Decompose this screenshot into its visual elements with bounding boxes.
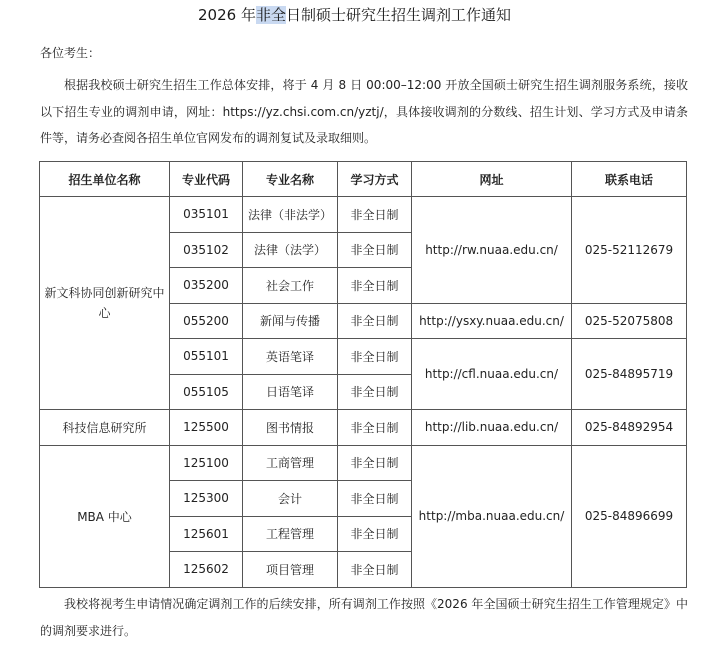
major-cell: 会计 [243,481,338,517]
table-row [40,197,687,233]
title-suffix: 日制硕士研究生招生调剂工作通知 [285,6,511,24]
major-cell: 项目管理 [243,552,338,588]
intro-paragraph: 根据我校硕士研究生招生工作总体安排，将于 4 月 8 日 00:00–12:00 开放全国硕士研究生招生调剂服务系统，接收以下招生专业的调剂申请，网址：https://yz.chsi.com.cn/yztj/，具体接收调剂的分数线、招生计划、学习方式及申请条件等，请务必查阅各招生单位官网发布的调剂复试及录取细则。 [40,78,688,145]
major-cell: 法律（非法学） [243,197,338,233]
title-prefix: 2026 年 [198,6,256,24]
major-cell: 日语笔译 [243,374,338,410]
header-website: 网址 [412,162,572,197]
phone-cell: 025-52075808 [572,303,687,339]
mode-cell: 非全日制 [338,410,412,446]
website-cell: http://mba.nuaa.edu.cn/ [412,445,572,587]
phone-cell: 025-84896699 [572,445,687,587]
admission-table [39,161,687,588]
table-header-row [40,162,687,197]
unit-cell: MBA 中心 [40,445,170,587]
mode-cell: 非全日制 [338,516,412,552]
mode-cell: 非全日制 [338,339,412,375]
closing-paragraph: 我校将视考生申请情况确定调剂工作的后续安排，所有调剂工作按照《2026 年全国硕士研究生招生工作管理规定》中的调剂要求进行。 [40,597,688,638]
phone-cell: 025-84892954 [572,410,687,446]
website-cell: http://cfl.nuaa.edu.cn/ [412,339,572,410]
mode-cell: 非全日制 [338,197,412,233]
major-cell: 工商管理 [243,445,338,481]
phone-cell: 025-52112679 [572,197,687,304]
mode-cell: 非全日制 [338,481,412,517]
mode-cell: 非全日制 [338,268,412,304]
table-row [40,445,687,481]
notice-title [0,4,709,26]
major-cell: 工程管理 [243,516,338,552]
code-cell: 125601 [170,516,243,552]
code-cell: 125300 [170,481,243,517]
code-cell: 055105 [170,374,243,410]
mode-cell: 非全日制 [338,552,412,588]
code-cell: 035102 [170,232,243,268]
header-code: 专业代码 [170,162,243,197]
website-cell: http://lib.nuaa.edu.cn/ [412,410,572,446]
salutation: 各位考生： [40,46,101,60]
unit-cell: 新文科协同创新研究中心 [40,197,170,410]
code-cell: 125500 [170,410,243,446]
website-cell: http://rw.nuaa.edu.cn/ [412,197,572,304]
header-major: 专业名称 [243,162,338,197]
mode-cell: 非全日制 [338,232,412,268]
code-cell: 035101 [170,197,243,233]
code-cell: 125100 [170,445,243,481]
website-cell: http://ysxy.nuaa.edu.cn/ [412,303,572,339]
table-row [40,410,687,446]
major-cell: 图书情报 [243,410,338,446]
unit-cell: 科技信息研究所 [40,410,170,446]
header-unit: 招生单位名称 [40,162,170,197]
code-cell: 035200 [170,268,243,304]
major-cell: 新闻与传播 [243,303,338,339]
major-cell: 英语笔译 [243,339,338,375]
code-cell: 055101 [170,339,243,375]
mode-cell: 非全日制 [338,303,412,339]
code-cell: 055200 [170,303,243,339]
code-cell: 125602 [170,552,243,588]
header-phone: 联系电话 [572,162,687,197]
title-highlight[interactable]: 非全 [255,6,286,24]
header-mode: 学习方式 [338,162,412,197]
phone-cell: 025-84895719 [572,339,687,410]
mode-cell: 非全日制 [338,374,412,410]
mode-cell: 非全日制 [338,445,412,481]
major-cell: 社会工作 [243,268,338,304]
major-cell: 法律（法学） [243,232,338,268]
